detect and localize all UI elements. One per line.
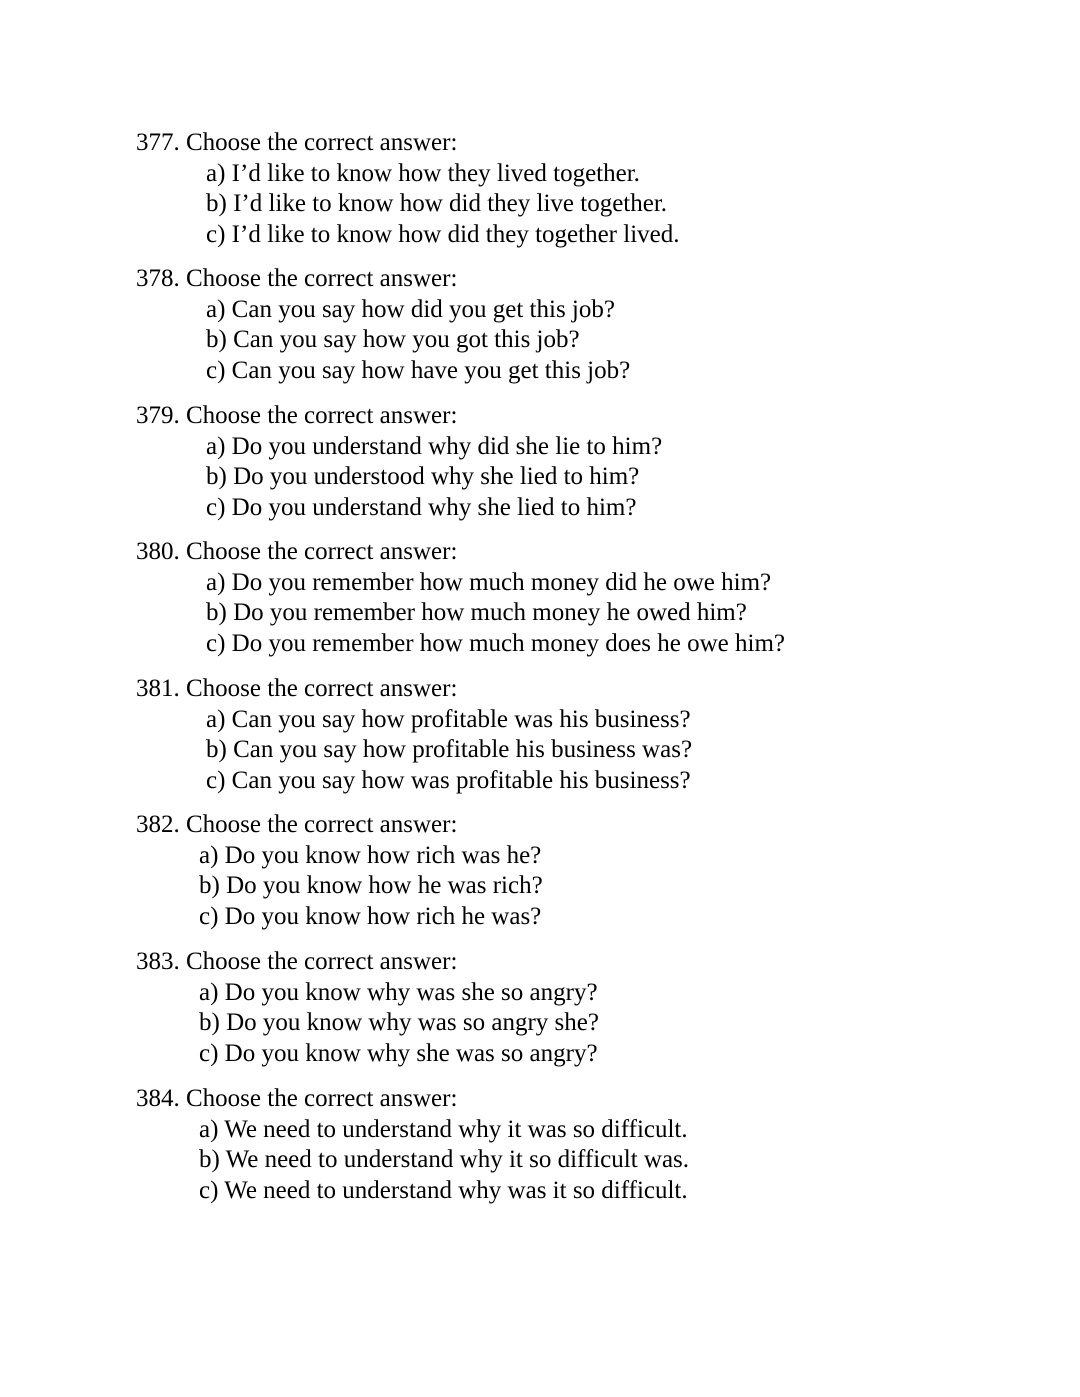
answer-option-a: a) Can you say how profitable was his business? bbox=[206, 705, 691, 733]
answer-option-b: b) Do you know why was so angry she? bbox=[199, 1009, 599, 1036]
answer-option-b: b) Can you say how profitable his business was? bbox=[206, 736, 693, 763]
answer-option-b: b) Do you remember how much money he owed him? bbox=[206, 599, 747, 626]
question-title: 380. Choose the correct answer: bbox=[136, 538, 458, 565]
question-383 bbox=[136, 947, 1036, 1069]
answer-option-c: c) Do you remember how much money does he owe him? bbox=[206, 629, 786, 657]
question-title: 383. Choose the correct answer: bbox=[136, 948, 458, 975]
question-title: 378. Choose the correct answer: bbox=[136, 265, 458, 292]
question-377 bbox=[136, 128, 1036, 250]
answer-option-c: c) We need to understand why was it so difficult. bbox=[199, 1176, 688, 1204]
answer-options bbox=[136, 295, 1036, 387]
answer-option-a: a) Do you understand why did she lie to him? bbox=[206, 432, 663, 460]
answer-options bbox=[136, 159, 1036, 251]
answer-option-b: b) Can you say how you got this job? bbox=[206, 326, 580, 353]
answer-options bbox=[136, 705, 1036, 797]
question-title: 382. Choose the correct answer: bbox=[136, 811, 458, 838]
answer-option-c: c) Can you say how have you get this job? bbox=[206, 356, 631, 384]
question-382 bbox=[136, 810, 1036, 932]
answer-option-b: b) We need to understand why it so difficult was. bbox=[199, 1146, 690, 1173]
question-384 bbox=[136, 1084, 1036, 1206]
answer-option-b: b) Do you know how he was rich? bbox=[199, 872, 543, 899]
answer-options bbox=[136, 978, 1036, 1070]
answer-option-a: a) We need to understand why it was so difficult. bbox=[199, 1115, 688, 1143]
answer-option-c: c) Do you know how rich he was? bbox=[199, 902, 542, 930]
answer-option-a: a) Do you remember how much money did he owe him? bbox=[206, 568, 772, 596]
question-379 bbox=[136, 401, 1036, 523]
answer-option-a: a) Can you say how did you get this job? bbox=[206, 295, 615, 323]
answer-option-c: c) Do you know why she was so angry? bbox=[199, 1039, 598, 1067]
answer-option-a: a) Do you know why was she so angry? bbox=[199, 978, 598, 1006]
question-title: 377. Choose the correct answer: bbox=[136, 129, 458, 156]
question-title: 384. Choose the correct answer: bbox=[136, 1085, 458, 1112]
question-380 bbox=[136, 537, 1036, 659]
answer-options bbox=[136, 841, 1036, 933]
answer-option-c: c) Can you say how was profitable his business? bbox=[206, 766, 691, 794]
question-378 bbox=[136, 264, 1036, 386]
answer-option-a: a) I’d like to know how they lived together. bbox=[206, 159, 640, 187]
answer-option-c: c) Do you understand why she lied to him? bbox=[206, 493, 637, 521]
answer-options bbox=[136, 432, 1036, 524]
answer-option-a: a) Do you know how rich was he? bbox=[199, 841, 542, 869]
answer-option-b: b) Do you understood why she lied to him? bbox=[206, 463, 640, 490]
question-title: 379. Choose the correct answer: bbox=[136, 402, 458, 429]
answer-option-b: b) I’d like to know how did they live together. bbox=[206, 190, 668, 217]
question-title: 381. Choose the correct answer: bbox=[136, 675, 458, 702]
answer-options bbox=[136, 568, 1036, 660]
answer-option-c: c) I’d like to know how did they together lived. bbox=[206, 220, 680, 248]
answer-options bbox=[136, 1115, 1036, 1207]
question-381 bbox=[136, 674, 1036, 796]
